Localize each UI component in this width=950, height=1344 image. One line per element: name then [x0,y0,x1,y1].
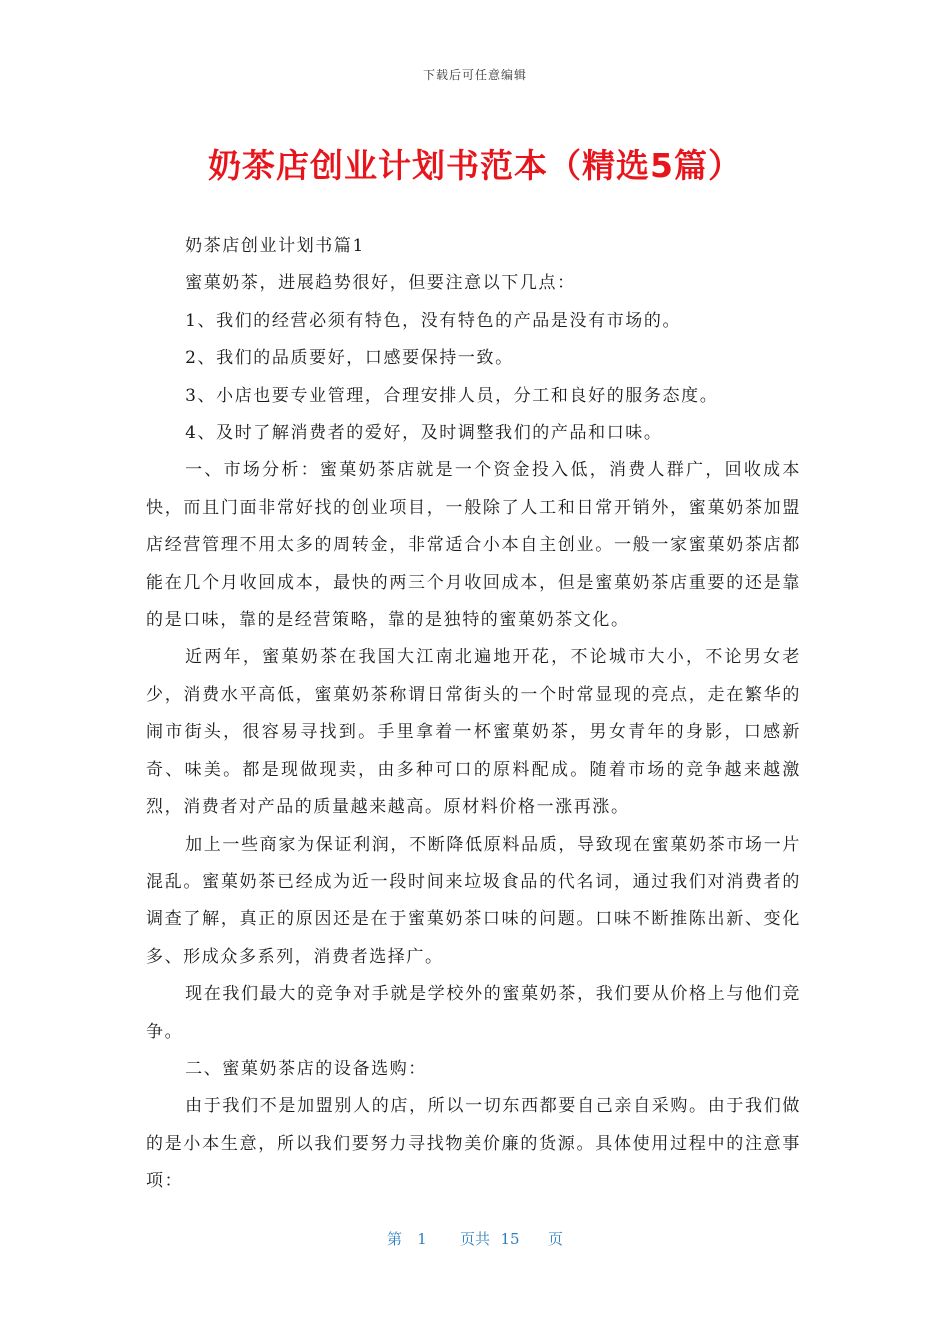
intro-paragraph: 蜜菓奶茶，进展趋势很好，但要注意以下几点： [185,273,576,294]
document-title: 奶茶店创业计划书范本（精选5篇） [208,146,742,185]
list-item: 1、我们的经营必须有特色，没有特色的产品是没有市场的。 [185,310,682,331]
footer-total-label: 页共 [459,1230,490,1248]
footer-current-page: 1 [417,1230,427,1248]
body-paragraph: 一、市场分析：蜜菓奶茶店就是一个资金投入低，消费人群广，回收成本快，而且门面非常好找的创业项目，一般除了人工和日常开销外，蜜菓奶茶加盟店经营管理不用太多的周转金，非常适合小本自主创业。一般一家蜜菓奶茶店都能在几个月收回成本，最快的两三个月收回成本，但是蜜菓奶茶店重要的还是靠的是口味，靠的是经营策略，靠的是独特的蜜菓奶茶文化。 [146,460,801,631]
list-item: 2、我们的品质要好，口感要保持一致。 [185,348,514,369]
header-note: 下载后可任意编辑 [422,68,527,82]
list-item: 4、及时了解消费者的爱好，及时调整我们的产品和口味。 [185,423,663,444]
body-paragraph: 现在我们最大的竞争对手就是学校外的蜜菓奶茶，我们要从价格上与他们竞争。 [146,984,801,1042]
body-paragraph: 近两年，蜜菓奶茶在我国大江南北遍地开花，不论城市大小，不论男女老少，消费水平高低，蜜菓奶茶称谓日常街头的一个时常显现的亮点，走在繁华的闹市街头，很容易寻找到。手里拿着一杯蜜菓奶茶，男女青年的身影，口感新奇、味美。都是现做现卖，由多种可口的原料配成。随着市场的竞争越来越激烈，消费者对产品的质量越来越高。原材料价格一涨再涨。 [146,647,801,818]
body-paragraph: 由于我们不是加盟别人的店，所以一切东西都要自己亲自采购。由于我们做的是小本生意，所以我们要努力寻找物美价廉的货源。具体使用过程中的注意事项： [146,1096,801,1192]
page-footer [0,1228,950,1249]
footer-page-label: 第 [386,1230,402,1248]
body-paragraph: 加上一些商家为保证利润，不断降低原料品质，导致现在蜜菓奶茶市场一片混乱。蜜菓奶茶已经成为近一段时间来垃圾食品的代名词，通过我们对消费者的调查了解，真正的原因还是在于蜜菓奶茶口味的问题。口味不断推陈出新、变化多、形成众多系列，消费者选择广。 [146,834,801,967]
subsection-heading: 二、蜜菓奶茶店的设备选购： [185,1058,427,1079]
footer-page-suffix: 页 [548,1230,564,1248]
section-heading: 奶茶店创业计划书篇1 [185,236,365,256]
list-item: 3、小店也要专业管理，合理安排人员，分工和良好的服务态度。 [185,385,719,406]
document-body [146,228,801,1201]
footer-total-pages: 15 [500,1230,520,1248]
